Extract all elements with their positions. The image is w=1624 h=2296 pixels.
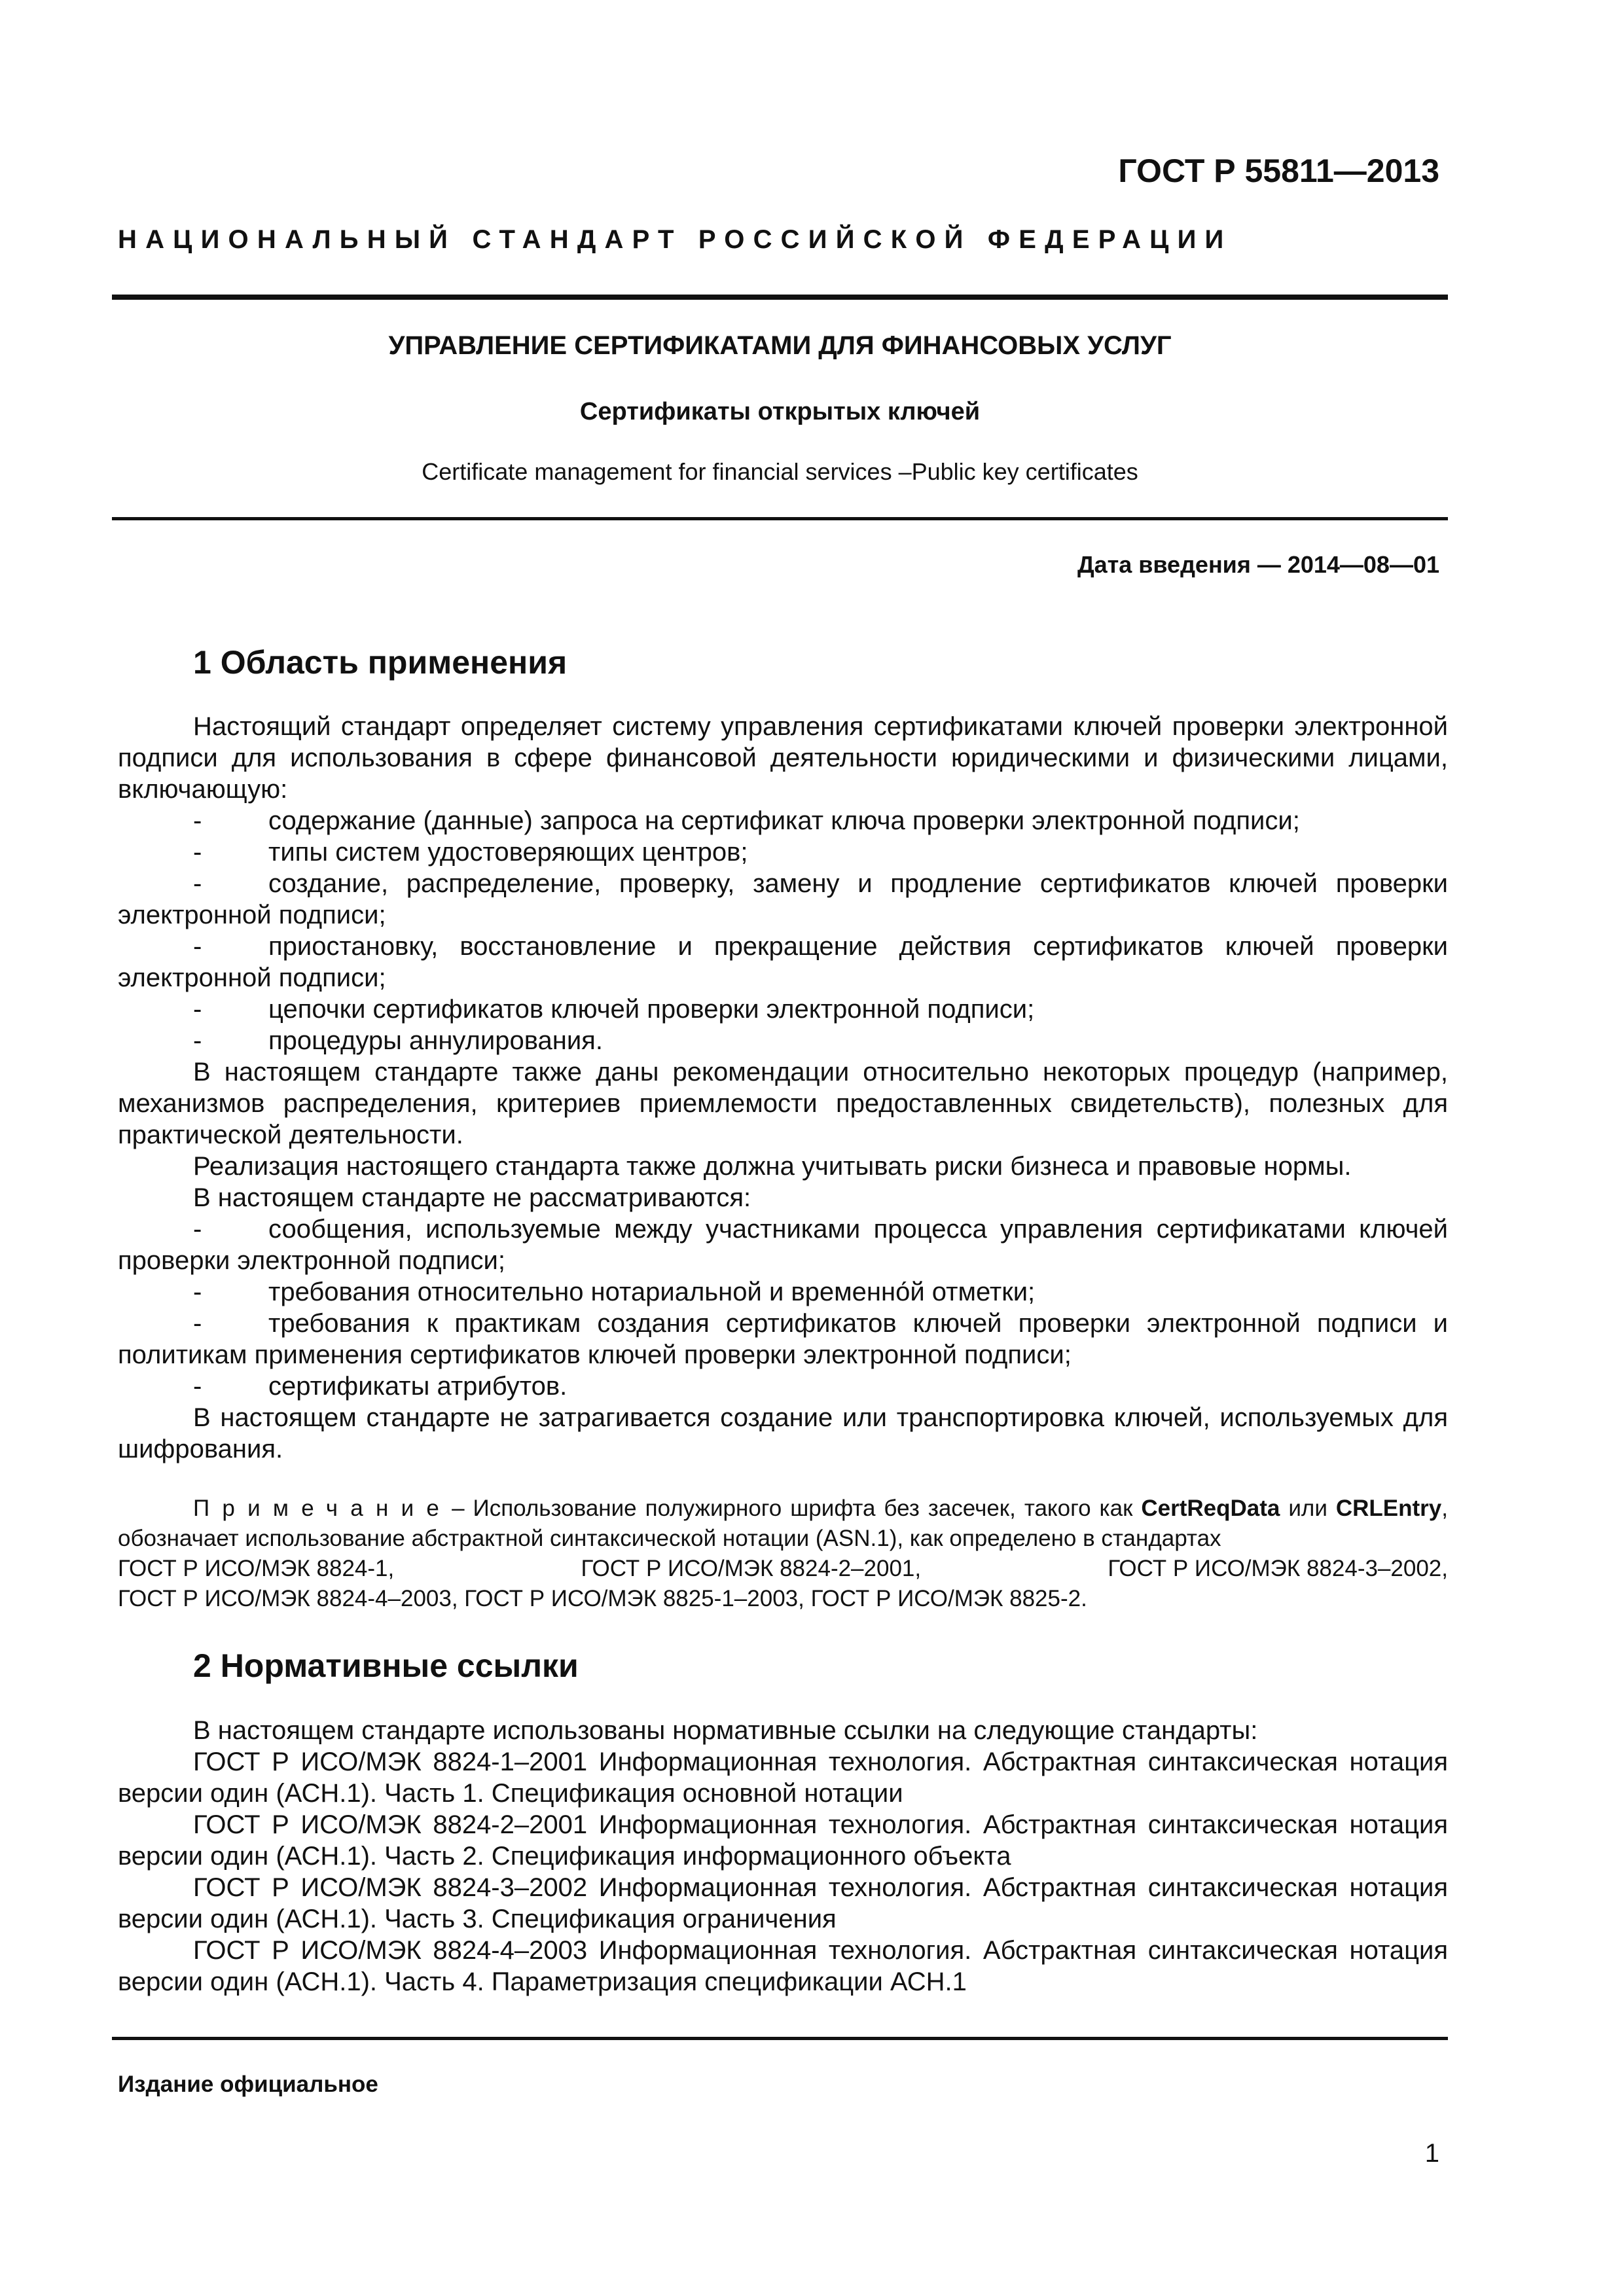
reference-entry: ГОСТ Р ИСО/МЭК 8824-4–2003 Информационная технология. Абстрактная синтаксическая нотация версии один (АСН.1). Часть 4. Параметризация спецификации АСН.1	[118, 1936, 1448, 1996]
term-certreqdata: CertReqData	[1141, 1496, 1280, 1521]
dash-marker: -	[193, 1215, 202, 1244]
note-block	[118, 1494, 1448, 1614]
footer-rule	[112, 2037, 1448, 2040]
dash-marker: -	[193, 1278, 202, 1306]
list-item-text: требования относительно нотариальной и временно́й отметки;	[268, 1278, 1036, 1306]
dash-marker: -	[193, 838, 202, 867]
dash-marker: -	[193, 1309, 202, 1338]
list-item	[118, 868, 1448, 931]
paragraph: Реализация настоящего стандарта также должна учитывать риски бизнеса и правовые нормы.	[193, 1152, 1352, 1181]
note-references-line	[118, 1554, 1448, 1584]
dash-marker: -	[193, 995, 202, 1024]
dash-marker: -	[193, 932, 202, 961]
list-item	[118, 1025, 1448, 1056]
list-item-text: приостановку, восстановление и прекращение действия сертификатов ключей проверки электронной подписи;	[118, 932, 1448, 992]
top-rule	[112, 295, 1448, 300]
note-text	[118, 1494, 1448, 1554]
note-dash: –	[452, 1496, 465, 1521]
list-item-text: содержание (данные) запроса на сертификат ключа проверки электронной подписи;	[268, 806, 1300, 835]
national-standard-banner: НАЦИОНАЛЬНЫЙ СТАНДАРТ РОССИЙСКОЙ ФЕДЕРАЦИИ	[118, 225, 1233, 254]
note-label: Примечание	[193, 1496, 452, 1521]
list-item-text: типы систем удостоверяющих центров;	[268, 838, 748, 867]
list-item-text: процедуры аннулирования.	[268, 1026, 603, 1055]
document-number: ГОСТ Р 55811—2013	[1118, 152, 1439, 189]
paragraph: В настоящем стандарте использованы нормативные ссылки на следующие стандарты:	[193, 1716, 1258, 1745]
section-2-heading: 2 Нормативные ссылки	[193, 1647, 579, 1684]
list-item	[118, 1371, 1448, 1402]
note-reference: ГОСТ Р ИСО/МЭК 8824-3–2002,	[1108, 1556, 1448, 1581]
paragraph: Настоящий стандарт определяет систему управления сертификатами ключей проверки электронной подписи для использования в сфере финансовой деятельности юридическими и физическими лицами, включающую:	[118, 712, 1448, 804]
list-item	[118, 994, 1448, 1025]
title-rule	[112, 517, 1448, 520]
list-item-text: цепочки сертификатов ключей проверки электронной подписи;	[268, 995, 1035, 1024]
dash-marker: -	[193, 1026, 202, 1055]
dash-marker: -	[193, 806, 202, 835]
official-edition-label: Издание официальное	[118, 2072, 378, 2097]
list-item-text: сертификаты атрибутов.	[268, 1372, 568, 1401]
note-reference: ГОСТ Р ИСО/МЭК 8824-1,	[118, 1556, 395, 1581]
note-reference: ГОСТ Р ИСО/МЭК 8824-2–2001,	[581, 1556, 922, 1581]
list-item	[118, 1276, 1448, 1308]
document-title: УПРАВЛЕНИЕ СЕРТИФИКАТАМИ ДЛЯ ФИНАНСОВЫХ УСЛУГ	[388, 331, 1172, 360]
term-crlentry: CRLEntry	[1335, 1496, 1442, 1521]
list-item	[118, 1213, 1448, 1276]
note-text-part: , обозначает использование абстрактной синтаксической нотации (ASN.1), как определено в стандартах	[118, 1496, 1449, 1551]
dash-marker: -	[193, 1372, 202, 1401]
list-item	[118, 1308, 1448, 1371]
dash-marker: -	[193, 869, 202, 898]
introduction-date: Дата введения — 2014—08—01	[1077, 551, 1439, 578]
list-item-text: требования к практикам создания сертификатов ключей проверки электронной подписи и политикам применения сертификатов ключей проверки электронной подписи;	[118, 1309, 1448, 1369]
paragraph: В настоящем стандарте не рассматриваются:	[193, 1183, 751, 1212]
reference-entry: ГОСТ Р ИСО/МЭК 8824-3–2002 Информационная технология. Абстрактная синтаксическая нотация версии один (АСН.1). Часть 3. Спецификация ограничения	[118, 1873, 1448, 1933]
document-subtitle: Сертификаты открытых ключей	[579, 398, 981, 425]
list-item	[118, 836, 1448, 868]
english-title: Certificate management for financial services –Public key certificates	[422, 458, 1138, 485]
section-2-body	[118, 1715, 1448, 1998]
note-references-last: ГОСТ Р ИСО/МЭК 8824-4–2003, ГОСТ Р ИСО/МЭК 8825-1–2003, ГОСТ Р ИСО/МЭК 8825-2.	[118, 1586, 1087, 1611]
note-text-part: или	[1288, 1496, 1327, 1521]
list-item-text: сообщения, используемые между участниками процесса управления сертификатами ключей проверки электронной подписи;	[118, 1215, 1448, 1275]
list-item-text: создание, распределение, проверку, замену и продление сертификатов ключей проверки электронной подписи;	[118, 869, 1448, 929]
paragraph: В настоящем стандарте также даны рекомендации относительно некоторых процедур (например, механизмов распределения, критериев приемлемости предоставленных свидетельств), полезных для практической деятельности.	[118, 1058, 1448, 1149]
list-item	[118, 805, 1448, 836]
section-1-body	[118, 711, 1448, 1465]
reference-entry: ГОСТ Р ИСО/МЭК 8824-1–2001 Информационная технология. Абстрактная синтаксическая нотация версии один (АСН.1). Часть 1. Спецификация основной нотации	[118, 1748, 1448, 1808]
page-number: 1	[1424, 2139, 1439, 2168]
list-item	[118, 931, 1448, 994]
reference-entry: ГОСТ Р ИСО/МЭК 8824-2–2001 Информационная технология. Абстрактная синтаксическая нотация версии один (АСН.1). Часть 2. Спецификация информационного объекта	[118, 1810, 1448, 1871]
section-1-heading: 1 Область применения	[193, 644, 568, 681]
paragraph: В настоящем стандарте не затрагивается создание или транспортировка ключей, используемых для шифрования.	[118, 1403, 1448, 1463]
note-text-part: Использование полужирного шрифта без засечек, такого как	[473, 1496, 1133, 1521]
